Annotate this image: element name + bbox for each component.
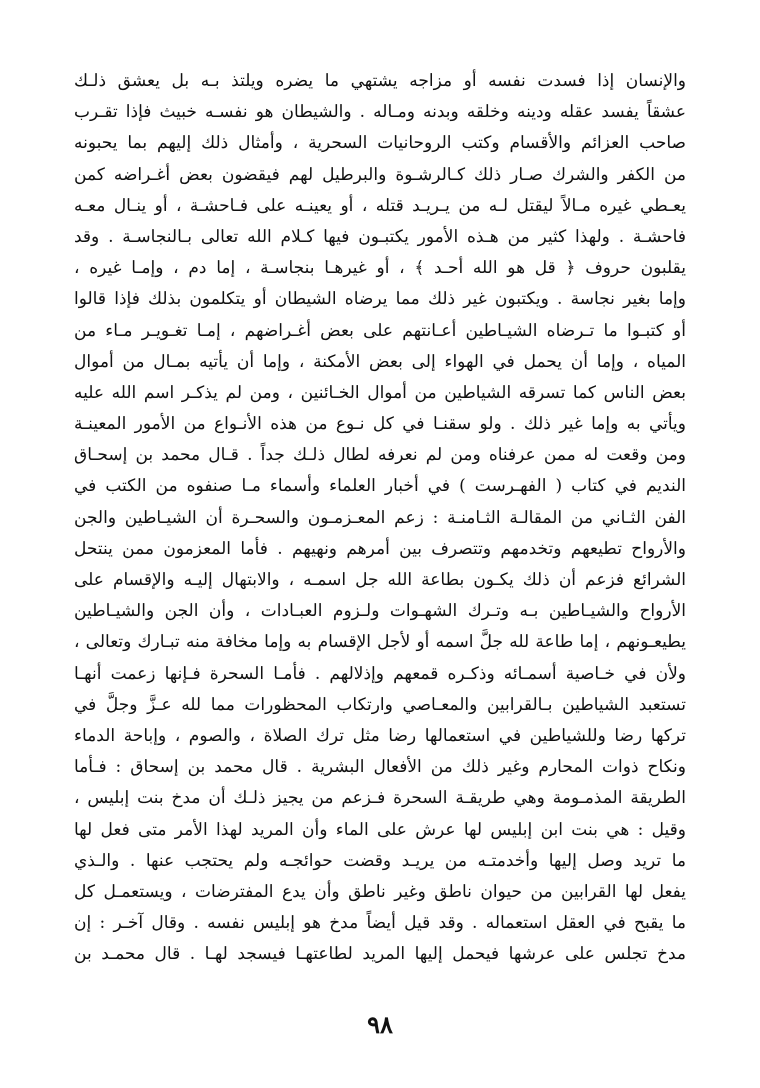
text-line: مدخ تجلس على عرشها فيحمل إليها المريد لطاعتهـا فيسجد لهـا . قال محمـد بن bbox=[74, 944, 686, 965]
text-line: فاحشـة . ولهذا كثير من هـذه الأمور يكتبـون فيها كـلام الله تعالى بـالنجاسـة . وقد bbox=[74, 226, 686, 247]
text-line: ويأتي به وإما غير ذلك . ولو سقنـا في كل نـوع من هذه الأنـواع من الأمور المعينـة bbox=[74, 414, 686, 435]
text-line: المياه ، وإما أن يحمل في الهواء إلى بعض الأمكنة ، وإما أن يأتيه بمـال من أموال bbox=[74, 351, 686, 372]
text-line: تستعبد الشياطين بـالقرابين والمعـاصي وارتكاب المحظورات مما لله عـزَّ وجلَّ في bbox=[74, 694, 686, 715]
text-line: صاحب العزائم والأقسام وكتب الروحانيات السحرية ، وأمثال ذلك إليهم بما يحبونه bbox=[74, 133, 686, 154]
text-line: يطيعـونهم ، إما طاعة لله جلَّ اسمه أو لأجل الإقسام به وإما مخافة منه تبـارك وتعالى ، bbox=[74, 632, 686, 653]
text-line: الأرواح والشيـاطين بـه وتـرك الشهـوات ولـزوم العبـادات ، وأن الجن والشيـاطين bbox=[74, 601, 686, 622]
text-line: ونكاح ذوات المحارم وغير ذلك من الأفعال البشرية . قال محمد بن إسحاق : فـأما bbox=[74, 757, 686, 778]
text-line: من الكفر والشرك صـار ذلك كـالرشـوة والبرطيل لهم فيقضون بعض أغـراضه كمن bbox=[74, 164, 686, 185]
text-line: يقلبون حروف ﴿ قل هو الله أحـد ﴾ ، أو غيرهـا بنجاسـة ، إما دم ، وإمـا غيره ، bbox=[74, 258, 686, 279]
text-line: ما تريد وصل إليها وأخدمتـه من يريـد وقضت حوائجـه ولم يحتجب عنها . والـذي bbox=[74, 850, 686, 871]
text-line: وقيل : هي بنت ابن إبليس لها عرش على الماء وأن المريد لهذا الأمر متى فعل لها bbox=[74, 819, 686, 840]
text-line: الشرائع فزعم أن ذلك يكـون بطاعة الله جل اسمـه ، والابتهال إليـه والإقسام على bbox=[74, 570, 686, 590]
text-line: يفعل لها القرابين من حيوان ناطق وغير ناطق وأن يدع المفترضات ، ويستعمـل كل bbox=[74, 881, 686, 902]
text-line: بعض الناس كما تسرقه الشياطين من أموال الخـائنين ، ومن لم يذكـر اسم الله عليه bbox=[74, 382, 686, 403]
text-line: الطريقة المذمـومة وهي طريقـة السحرة فـزعم من يجيز ذلـك أن مدخ بنت إبليس ، bbox=[74, 788, 686, 809]
text-line: والأرواح تطيعهم وتخدمهم وتتصرف بين أمرهم ونهيهم . فأما المعزمون ممن ينتحل bbox=[74, 538, 686, 559]
text-line: تركها رضا وللشياطين في استعمالها رضا مثل ترك الصلاة ، والصوم ، وإباحة الدماء bbox=[74, 725, 686, 746]
text-line: يعـطي غيره مـالاً ليقتل لـه من يـريـد قتله ، أو يعينـه على فـاحشـة ، أو ينـال معـه bbox=[74, 195, 686, 216]
text-line: ولأن في خـاصية أسمـائه وذكـره قمعهم وإذلالهم . فأمـا السحرة فـإنها زعمت أنهـا bbox=[74, 663, 686, 684]
text-line: ومن وقعت له ممن عرفناه ومن لم نعرفه لطال ذلـك جداً . قـال محمد بن إسحـاق bbox=[74, 445, 686, 466]
text-line: أو كتبـوا ما تـرضاه الشيـاطين أعـانتهم على بعض أغـراضهم ، إمـا تغـويـر مـاء من bbox=[74, 320, 686, 341]
text-line: والإنسان إذا فسدت نفسه أو مزاجه يشتهي ما يضره ويلتذ بـه بل يعشق ذلـك bbox=[74, 71, 686, 91]
text-line: وإما بغير نجاسة . ويكتبون غير ذلك مما يرضاه الشيطان أو يتكلمون بذلك فإذا قالوا bbox=[74, 289, 686, 310]
page-number: ٩٨ bbox=[367, 1010, 393, 1039]
text-line: ما يقبح في العقل استعماله . وقد قيل أيضاً مدخ هو إبليس نفسه . وقال آخـر : إن bbox=[74, 913, 686, 934]
text-line: النديم في كتاب ( الفهـرست ) في أخبار العلماء وأسماء مـا صنفوه من الكتب في bbox=[74, 476, 686, 497]
text-line: عشقاً يفسد عقله ودينه وخلقه وبدنه ومـاله . والشيطان هو نفسـه خبيث فإذا تقـرب bbox=[74, 102, 686, 123]
body-text bbox=[74, 66, 686, 970]
text-line: الفن الثـاني من المقالـة الثـامنـة : زعم المعـزمـون والسحـرة أن الشيـاطين والجن bbox=[74, 507, 686, 528]
